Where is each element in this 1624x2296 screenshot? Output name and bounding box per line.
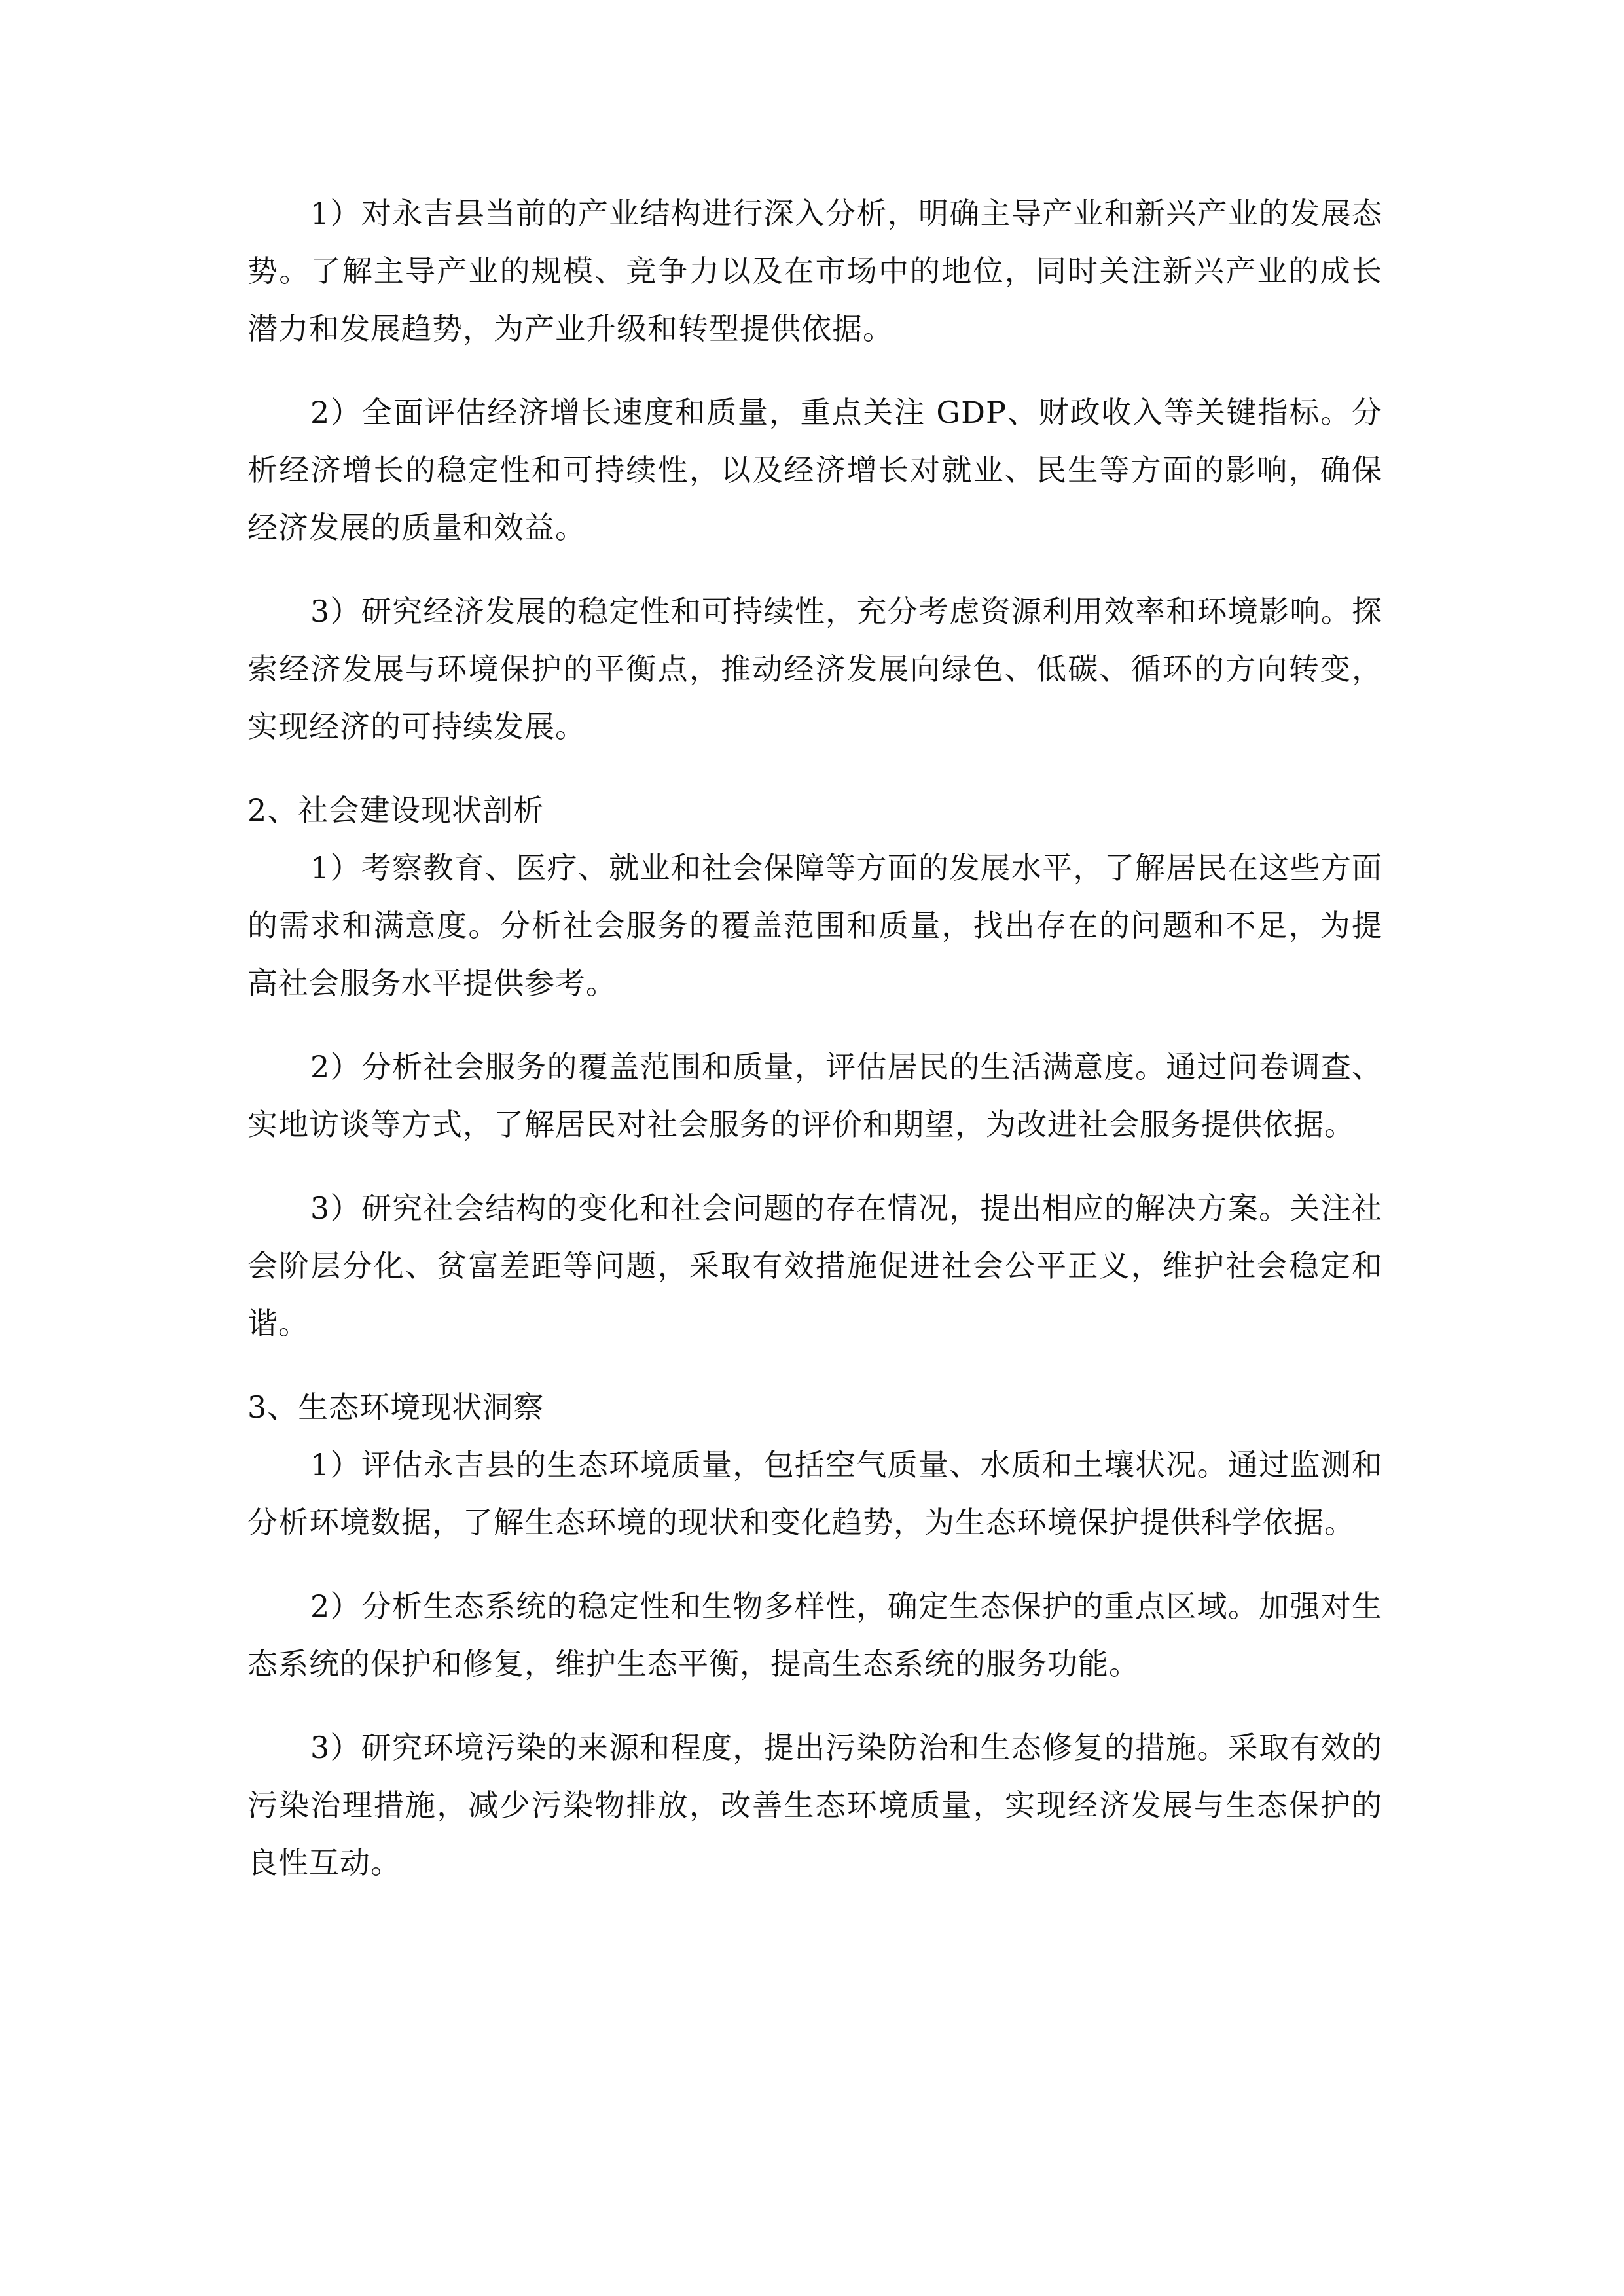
section-heading: 3、生态环境现状洞察	[247, 1390, 545, 1425]
section-social-construction	[247, 781, 1382, 1352]
section-ecological-environment	[247, 1378, 1382, 1892]
paragraph-environment-quality: 1）评估永吉县的生态环境质量，包括空气质量、水质和土壤状况。通过监测和分析环境数据，了解生态环境的现状和变化趋势，为生态环境保护提供科学依据。	[247, 1447, 1382, 1540]
paragraph-pollution-control: 3）研究环境污染的来源和程度，提出污染防治和生态修复的措施。采取有效的污染治理措施，减少污染物排放，改善生态环境质量，实现经济发展与生态保护的良性互动。	[247, 1730, 1382, 1880]
paragraph-economic-sustainability: 3）研究经济发展的稳定性和可持续性，充分考虑资源利用效率和环境影响。探索经济发展与环境保护的平衡点，推动经济发展向绿色、低碳、循环的方向转变，实现经济的可持续发展。	[247, 594, 1382, 744]
paragraph-industry-structure: 1）对永吉县当前的产业结构进行深入分析，明确主导产业和新兴产业的发展态势。了解主导产业的规模、竞争力以及在市场中的地位，同时关注新兴产业的成长潜力和发展趋势，为产业升级和转型提供依据。	[247, 196, 1382, 346]
section-heading: 2、社会建设现状剖析	[247, 793, 545, 828]
paragraph-ecosystem-stability: 2）分析生态系统的稳定性和生物多样性，确定生态保护的重点区域。加强对生态系统的保护和修复，维护生态平衡，提高生态系统的服务功能。	[247, 1588, 1382, 1681]
paragraph-social-structure: 3）研究社会结构的变化和社会问题的存在情况，提出相应的解决方案。关注社会阶层分化、贫富差距等问题，采取有效措施促进社会公平正义，维护社会稳定和谐。	[247, 1191, 1382, 1341]
paragraph-social-development-level: 1）考察教育、医疗、就业和社会保障等方面的发展水平，了解居民在这些方面的需求和满意度。分析社会服务的覆盖范围和质量，找出存在的问题和不足，为提高社会服务水平提供参考。	[247, 850, 1382, 1001]
paragraph-social-service-coverage: 2）分析社会服务的覆盖范围和质量，评估居民的生活满意度。通过问卷调查、实地访谈等方式，了解居民对社会服务的评价和期望，为改进社会服务提供依据。	[247, 1049, 1382, 1142]
document-body	[247, 185, 1382, 1918]
paragraph-economic-growth: 2）全面评估经济增长速度和质量，重点关注 GDP、财政收入等关键指标。分析经济增长的稳定性和可持续性，以及经济增长对就业、民生等方面的影响，确保经济发展的质量和效益。	[247, 395, 1382, 545]
